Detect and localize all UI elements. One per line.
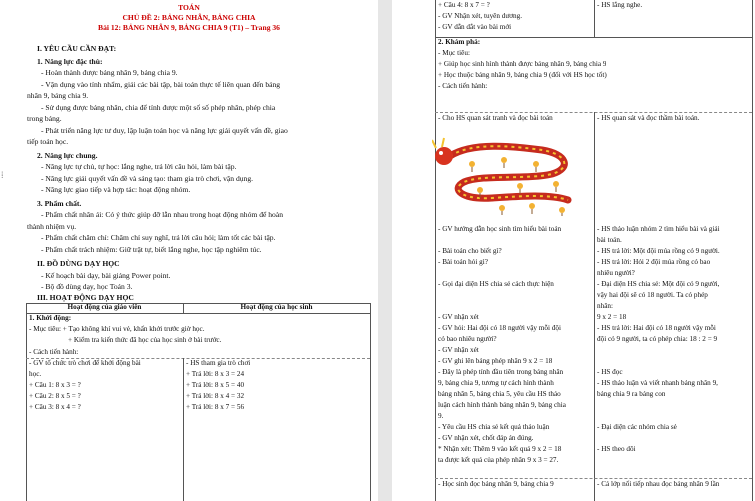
explore-title: 2. Khám phá: [438,38,481,46]
paragraph-line: thành nhiệm vụ. [27,222,77,231]
objective-line: - Cách tiến hành: [29,348,79,356]
table-row-teacher: học. [29,370,42,378]
paragraph-line: tiếp toán học. [27,137,69,146]
lesson-title: Bài 12: BẢNG NHÂN 9, BẢNG CHIA 9 (T1) – Trang 36 [98,23,280,32]
table-row-student: nhân: [597,302,613,310]
table-row-student: - HS theo dõi [597,445,636,453]
table-row-teacher: + Câu 1: 8 x 3 = ? [29,381,81,389]
paragraph-line: - Năng lực giải quyết vấn đề và sáng tạo: tham gia trò chơi, vận dụng. [41,174,254,183]
paragraph-line: - Phẩm chất nhân ái: Có ý thức giúp đỡ lẫn nhau trong hoạt động nhóm để hoàn [41,210,284,219]
table-row-student: - HS trả lời: Hỏi 2 đội múa rồng có bao [597,258,711,266]
table-row-teacher: - Cho HS quan sát tranh và đọc bài toán [438,114,553,122]
table-row-teacher: + Câu 4: 8 x 7 = ? [438,1,490,9]
objective-line: + Học thuộc bảng nhân 9, bảng chia 9 (đối với HS học tốt) [438,71,607,79]
table-row-student: 9 x 2 = 18 [597,313,627,321]
move-handle-icon[interactable]: ⁞ [1,170,4,180]
heading-qualities: 3. Phẩm chất. [37,199,82,208]
topic-title: CHỦ ĐỀ 2: BẢNG NHÂN, BẢNG CHIA [122,13,256,22]
table-row-teacher: - GV dẫn dắt vào bài mới [438,23,512,31]
table-row-student: + Trả lời: 8 x 3 = 24 [186,370,245,378]
table-header-teacher: Hoạt động của giáo viên [67,303,142,311]
table-row-teacher: - Đây là phép tính đầu tiên trong bảng nhân [438,368,564,376]
table-row-teacher: - GV ghi lên bảng phép nhân 9 x 2 = 18 [438,357,553,365]
table-row-student: - HS đọc [597,368,623,376]
table-row-teacher: 9, bảng chia 9, tương tự cách hình thành [438,379,554,387]
paragraph-line: - Phẩm chất chăm chỉ: Chăm chỉ suy nghĩ, trả lời câu hỏi; làm tốt các bài tập. [41,233,276,242]
table-row-teacher: - GV Nhận xét, tuyên dương. [438,12,523,20]
table-row-teacher: - Học sinh đọc bảng nhân 9, bảng chia 9 [438,480,554,488]
paragraph-line: - Năng lực tự chủ, tự học: lắng nghe, trả lời câu hỏi, làm bài tập. [41,162,237,171]
paragraph-line: - Bộ đồ dùng dạy, học Toán 3. [41,282,133,291]
table-row-teacher: - Yêu cầu HS chia sẻ kết quả thảo luận [438,423,550,431]
objective-line: - Cách tiến hành: [438,82,488,90]
table-row-teacher: - GV hướng dẫn học sinh tìm hiểu bài toán [438,225,562,233]
table-row-teacher: ta được kết quả của phép nhân 9 x 3 = 27. [438,456,559,464]
heading-activities: III. HOẠT ĐỘNG DẠY HỌC [37,293,134,302]
table-row-student: - HS lắng nghe. [597,1,643,9]
table-row-student: - HS thảo luận nhóm 2 tìm hiểu bài và giải [597,225,720,233]
paragraph-line: trong bảng. [27,114,62,123]
table-row-student: + Trả lời: 8 x 4 = 32 [186,392,245,400]
table-row-teacher: + Câu 2: 8 x 5 = ? [29,392,81,400]
table-row-student: bảng chia 9 ra bảng con [597,390,666,398]
paragraph-line: nhân 9, bảng chia 9. [27,91,89,100]
table-row-student: - Đại diện các nhóm chia sẻ [597,423,677,431]
table-row-teacher: + Câu 3: 8 x 4 = ? [29,403,81,411]
table-row-student: - Đại diện HS chia sẻ: Một đội có 9 người, [597,280,720,288]
heading-objectives: I. YÊU CẦU CẦN ĐẠT: [37,44,117,53]
table-row-teacher: - GV nhận xét, chốt đáp án đúng. [438,434,534,442]
table-row-student: + Trả lời: 8 x 7 = 56 [186,403,245,411]
table-row-student: + Trả lời: 8 x 5 = 40 [186,381,245,389]
table-row-student: - Cả lớp nối tiếp nhau đọc bảng nhân 9 lần [597,480,720,488]
paragraph-line: - Hoàn thành được bảng nhân 9, bảng chia 9. [41,68,178,77]
paragraph-line: - Sử dụng được bảng nhân, chia để tính được một số số phép nhân, phép chia [41,103,276,112]
table-row-teacher: - GV tổ chức trò chơi để khởi động bài [29,359,141,367]
table-row-teacher: - GV nhận xét [438,313,479,321]
objective-line: + Kiểm tra kiến thức đã học của học sinh ở bài trước. [68,336,222,344]
table-row-student: nhiêu người? [597,269,635,277]
table-row-teacher: - Bài toán hỏi gì? [438,258,488,266]
table-row-teacher: có bao nhiêu người? [438,335,497,343]
table-row-teacher: - Gọi đại diện HS chia sẻ cách thực hiện [438,280,554,288]
table-row-student: - HS tham gia trò chơi [186,359,251,367]
paragraph-line: - Vận dụng vào tính nhẩm, giải các bài tập, bài toán thực tế liên quan đến bảng [41,80,281,89]
heading-teaching-materials: II. ĐỒ DÙNG DẠY HỌC [37,259,120,268]
warmup-title: 1. Khởi động: [29,314,72,322]
heading-specific-competence: 1. Năng lực đặc thù: [37,57,103,66]
paragraph-line: - Kế hoạch bài dạy, bài giảng Power point. [41,271,171,280]
paragraph-line: - Năng lực giao tiếp và hợp tác: hoạt động nhóm. [41,185,191,194]
table-header-student: Hoạt động của học sinh [240,303,313,311]
table-row-teacher: - GV hỏi: Hai đội có 18 người vậy mỗi đội [438,324,561,332]
table-row-student: đội có 9 người, ta có phép chia: 18 : 2 = 9 [597,335,718,343]
objective-line: - Mục tiêu: + Tạo không khí vui vẻ, khấn khởi trước giờ học. [29,325,205,333]
subject-title: TOÁN [178,3,200,12]
table-row-student: bài toán. [597,236,622,244]
objective-line: + Giúp học sinh hình thành được bảng nhân 9, bảng chia 9 [438,60,607,68]
table-row-teacher: 9. [438,412,444,420]
table-row-student: vậy hai đội sẽ có 18 người. Ta có phép [597,291,708,299]
table-row-teacher: - Bài toán cho biết gì? [438,247,502,255]
paragraph-line: - Phát triển năng lực tư duy, lập luận toán học và năng lực giải quyết vấn đề, giao [41,126,288,135]
table-row-student: - HS quan sát và đọc thầm bài toán. [597,114,700,122]
objective-line: - Mục tiêu: [438,49,470,57]
table-row-teacher: - GV nhận xét [438,346,479,354]
table-row-teacher: * Nhận xét: Thêm 9 vào kết quả 9 x 2 = 18 [438,445,562,453]
paragraph-line: - Phẩm chất trách nhiệm: Giữ trật tự, biết lắng nghe, học tập nghiêm túc. [41,245,262,254]
heading-general-competence: 2. Năng lực chung. [37,151,98,160]
dragon-dance-illustration [432,134,582,216]
document-page-right [392,0,755,501]
table-row-student: - HS thảo luận và viết nhanh bảng nhân 9, [597,379,718,387]
table-row-student: - HS trả lời: Hai đội có 18 người vậy mỗi [597,324,716,332]
table-row-teacher: bảng nhân 5, bảng chia 5, yêu cầu HS thảo [438,390,561,398]
table-row-teacher: luận cách hình thành bảng nhân 9, bảng chia [438,401,566,409]
table-row-student: - HS trả lời: Một đội múa rồng có 9 người. [597,247,720,255]
